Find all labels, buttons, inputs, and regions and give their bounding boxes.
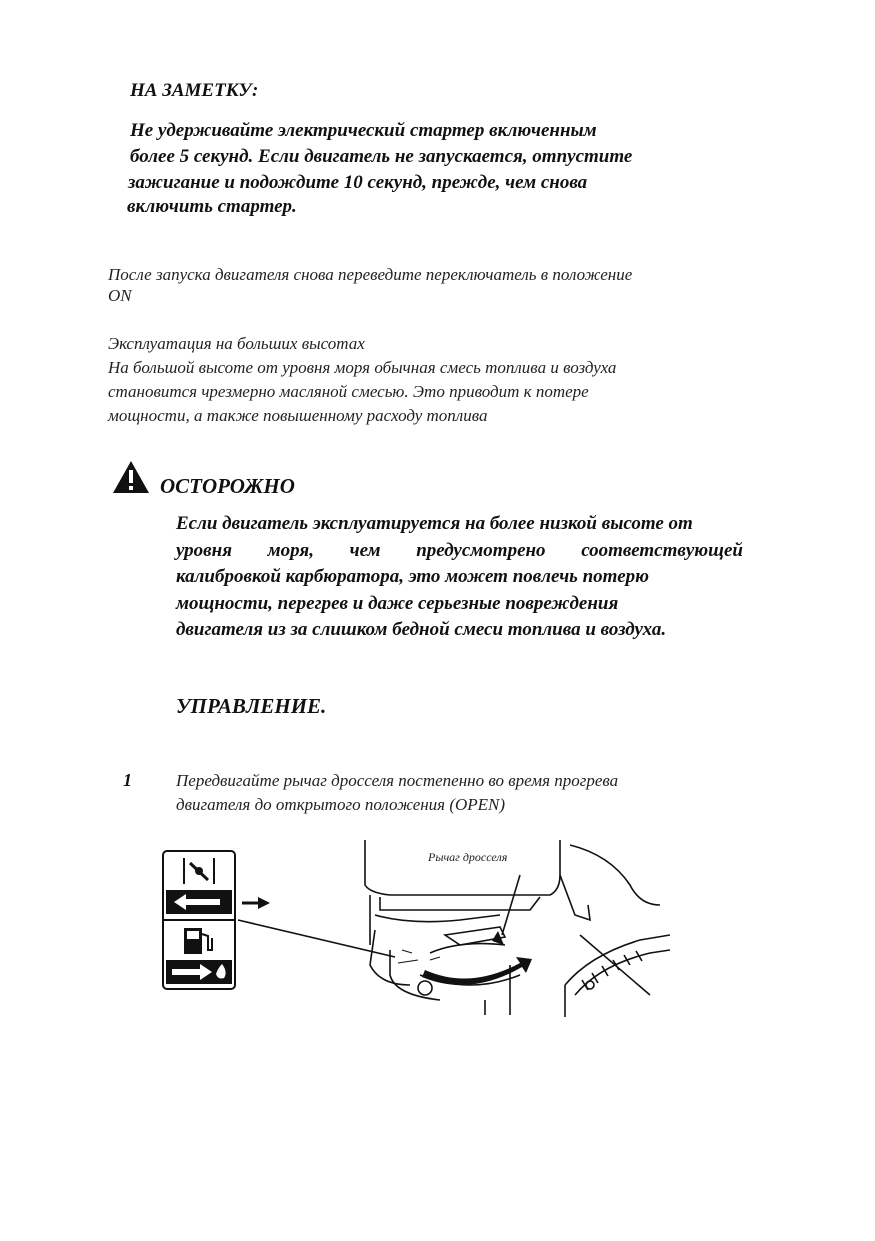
note-line: включить стартер. [127, 196, 297, 217]
section-title: УПРАВЛЕНИЕ. [176, 694, 327, 718]
altitude-line: становится чрезмерно масляной смесью. Это приводит к потере [108, 382, 589, 401]
step-number: 1 [123, 770, 132, 790]
after-start-line: ON [108, 286, 132, 305]
arrow-left-icon [166, 890, 232, 914]
caution-line: мощности, перегрев и даже серьезные повреждения [176, 593, 619, 614]
altitude-heading: Эксплуатация на больших высотах [108, 334, 365, 353]
altitude-line: мощности, а также повышенному расходу топлива [108, 406, 488, 425]
step-line: двигателя до открытого положения (OPEN) [176, 795, 506, 814]
note-title: НА ЗАМЕТКУ: [130, 80, 259, 101]
note-line: зажигание и подождите 10 секунд, прежде, чем снова [128, 172, 588, 193]
warning-triangle-icon [112, 460, 150, 494]
arrow-right-fuel-icon [166, 960, 232, 984]
after-start-line: После запуска двигателя снова переведите переключатель в положение [108, 265, 633, 284]
note-line: Не удерживайте электрический стартер включенным [130, 120, 597, 141]
throttle-lever-label: Рычаг дросселя [428, 850, 508, 864]
note-line: более 5 секунд. Если двигатель не запускается, отпустите [130, 146, 633, 167]
caution-line: калибровкой карбюратора, это может повлечь потерю [176, 566, 650, 587]
caution-line: Если двигатель эксплуатируется на более низкой высоте от [176, 513, 693, 534]
caution-line: двигателя из за слишком бедной смеси топлива и воздуха. [176, 619, 667, 640]
control-label-panel [162, 850, 238, 992]
altitude-line: На большой высоте от уровня моря обычная смесь топлива и воздуха [108, 358, 617, 377]
caution-title: ОСТОРОЖНО [160, 474, 295, 498]
step-line: Передвигайте рычаг дросселя постепенно во время прогрева [176, 771, 619, 790]
caution-line: уровня моря, чем предусмотрено соответствующей [176, 540, 743, 561]
